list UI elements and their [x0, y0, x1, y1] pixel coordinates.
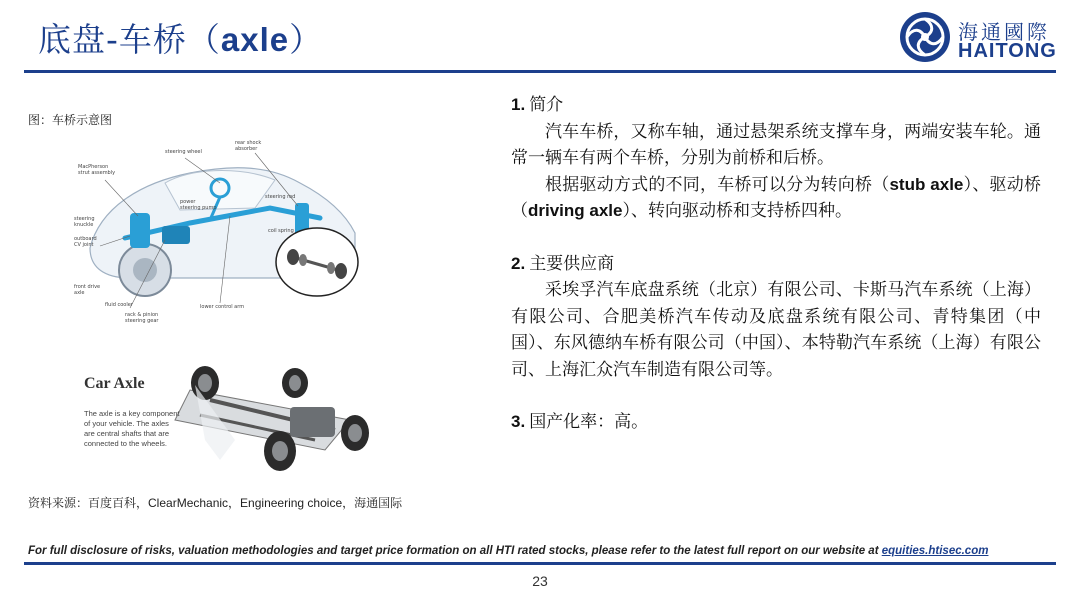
svg-text:lower control arm: lower control arm: [200, 304, 245, 310]
car-axle-line: are central shafts that are: [84, 429, 170, 438]
car-axle-line: of your vehicle. The axles: [84, 419, 169, 428]
svg-text:fluid cooler: fluid cooler: [105, 302, 133, 308]
page-title: [38, 14, 323, 61]
haitong-logo-icon: [898, 10, 952, 64]
p2-part-d: driving axle: [528, 201, 623, 220]
svg-text:rack & pinion: rack & pinion: [125, 312, 159, 318]
section-number: 2.: [511, 253, 526, 273]
section-number: 3.: [511, 412, 526, 431]
p2-part-a: 根据驱动方式的不同，车桥可以分为转向桥（: [545, 174, 890, 195]
svg-text:steering: steering: [74, 216, 95, 222]
source-latin: ClearMechanic，Engineering choice，: [148, 496, 355, 510]
svg-text:front drive: front drive: [74, 284, 101, 290]
svg-text:knuckle: knuckle: [74, 222, 94, 228]
svg-text:steering pump: steering pump: [180, 205, 217, 211]
intro-paragraph-2: [511, 172, 1041, 225]
page-number: 23: [532, 573, 548, 589]
svg-text:steering rod: steering rod: [265, 194, 296, 200]
svg-text:absorber: absorber: [235, 146, 258, 152]
source-note: [28, 494, 402, 511]
title-cn: 底盘-车桥（: [38, 20, 221, 59]
p2-part-e: ）、转向驱动桥和支持桥四种。: [622, 201, 852, 221]
svg-text:steering wheel: steering wheel: [165, 149, 202, 155]
disclaimer: [28, 545, 988, 557]
car-axle-line: The axle is a key component: [84, 409, 180, 418]
source-prefix: 资料来源：百度百科，: [28, 496, 149, 510]
svg-text:rear shock: rear shock: [235, 140, 262, 146]
svg-text:power: power: [180, 199, 196, 205]
disclaimer-text: For full disclosure of risks, valuation methodologies and target price formation on all HTI rated stocks, please refer to the latest full report on our website at: [28, 545, 882, 557]
car-axle-line: connected to the wheels.: [84, 439, 167, 448]
title-close: ）: [289, 20, 324, 59]
svg-text:CV joint: CV joint: [74, 242, 94, 248]
website-link[interactable]: equities.htisec.com: [881, 545, 989, 557]
svg-text:steering gear: steering gear: [125, 318, 159, 324]
logo-text-en: HAITONG: [958, 40, 1057, 62]
svg-text:coil spring: coil spring: [268, 228, 294, 234]
p2-part-b: stub axle: [889, 174, 964, 194]
section-title: 简介: [529, 95, 564, 115]
section-number: 1.: [511, 95, 526, 114]
drive-shaft-inset-image: [275, 226, 360, 298]
svg-text:outboard: outboard: [74, 236, 97, 242]
section-title: 国产化率：高。: [529, 412, 649, 432]
svg-text:strut assembly: strut assembly: [78, 170, 116, 176]
intro-paragraph-1: 汽车车桥，又称车轴，通过悬架系统支撑车身，两端安装车轮。通常一辆车有两个车桥，分别为前桥和后桥。: [511, 121, 1041, 168]
haitong-logo: [898, 10, 1058, 66]
source-suffix: 海通国际: [354, 496, 403, 510]
suppliers-paragraph: 采埃孚汽车底盘系统（北京）有限公司、卡斯马汽车系统（上海）有限公司、合肥美桥汽车传动及底盘系统有限公司、青特集团（中国）、东风德纳车桥有限公司（中国）、本特勒汽车系统（上海）有限公司、上海汇众汽车制造有限公司等。: [511, 280, 1041, 380]
car-axle-heading: Car Axle: [84, 375, 145, 392]
p2-part-c: ）、驱动桥（: [511, 174, 1042, 221]
svg-text:axle: axle: [74, 290, 85, 296]
section-heading-suppliers: [511, 251, 1041, 278]
section-title: 主要供应商: [529, 253, 615, 274]
car-axle-description: [84, 409, 179, 449]
main-text: [511, 92, 1041, 436]
title-latin: axle: [220, 21, 290, 58]
title-divider: [24, 70, 1056, 73]
svg-text:MacPherson: MacPherson: [78, 164, 109, 170]
car-axle-infographic-image: [70, 345, 372, 480]
section-heading-localization: [511, 409, 1041, 436]
footer-divider: [24, 562, 1056, 565]
section-heading-intro: [511, 92, 1041, 119]
logo-text-cn: 海通國際: [958, 20, 1050, 44]
figure-caption: 图：车桥示意图: [28, 113, 113, 127]
